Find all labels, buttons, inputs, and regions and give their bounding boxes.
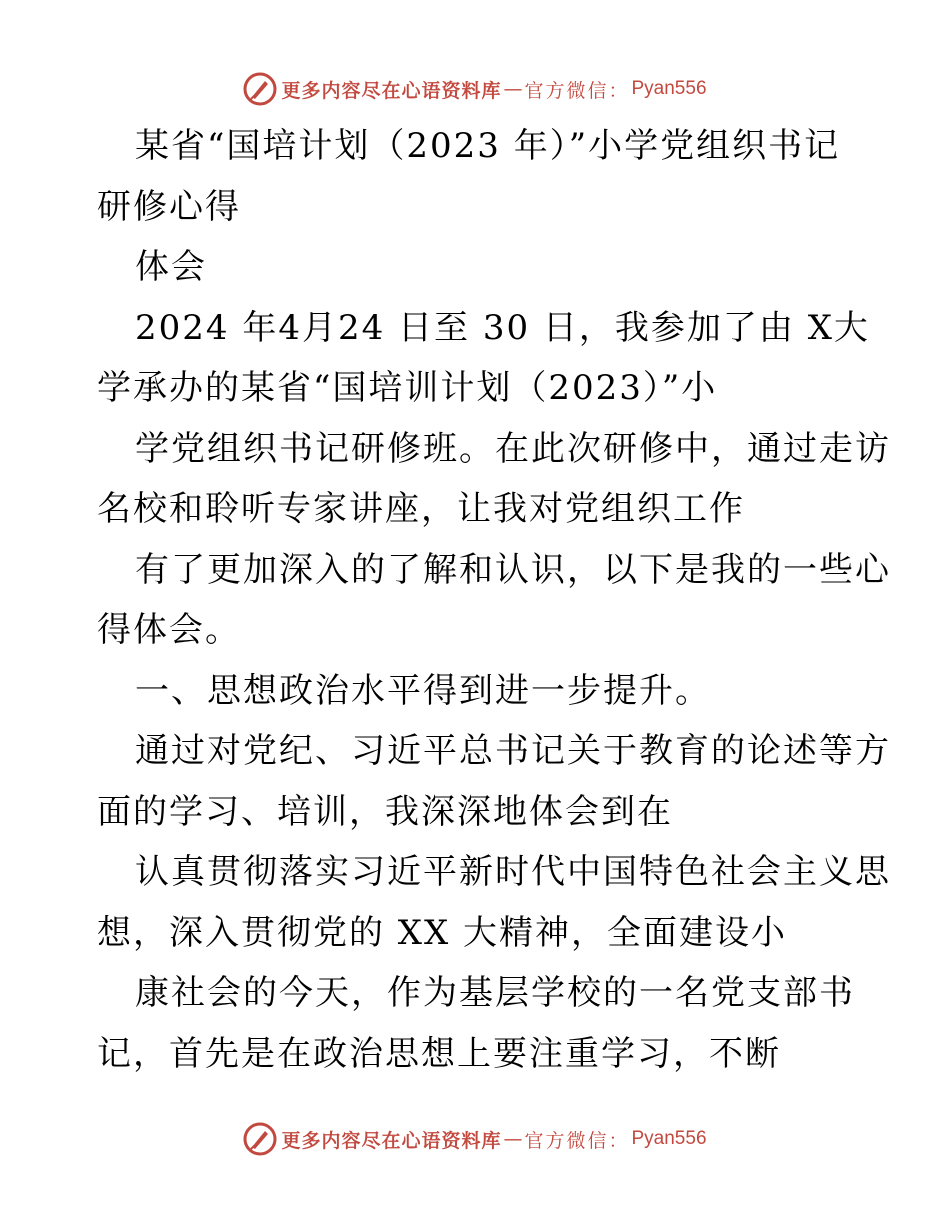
paragraph-line: 学承办的某省“国培训计划（2023）”小: [97, 368, 718, 408]
banner-site-text: 更多内容尽在心语资料库: [281, 1129, 502, 1152]
paragraph-line: 记，首先是在政治思想上要注重学习，不断: [97, 1033, 781, 1074]
title-line-3: 体会: [135, 247, 207, 287]
section-heading: 一、思想政治水平得到进一步提升。: [135, 670, 711, 711]
paragraph-line: 名校和聆听专家讲座，让我对党组织工作: [97, 489, 745, 529]
red-quill-logo-icon: [243, 1122, 277, 1156]
paragraph-line: 学党组织书记研修班。在此次研修中，通过走访: [135, 428, 891, 469]
red-quill-logo-icon: [243, 72, 277, 106]
title-line-1: 某省“国培计划（2023 年）”小学党组织书记: [135, 126, 841, 166]
paragraph-line: 得体会。: [97, 610, 241, 650]
document-body: [97, 116, 891, 1084]
paragraph-line: 有了更加深入的了解和认识，以下是我的一些心: [135, 549, 891, 590]
paragraph-line: 认真贯彻落实习近平新时代中国特色社会主义思: [135, 852, 891, 892]
banner-separator: —: [503, 78, 523, 100]
banner-label: 官方微信：: [524, 79, 630, 102]
banner-wechat-id: Pyan556: [631, 78, 707, 99]
paragraph-line: 想，深入贯彻党的 XX 大精神，全面建设小: [97, 912, 788, 953]
banner-separator: —: [503, 1128, 523, 1150]
footer-banner: [0, 1121, 950, 1157]
title-line-2: 研修心得: [97, 186, 241, 227]
paragraph-line: 通过对党纪、习近平总书记关于教育的论述等方: [135, 731, 891, 771]
paragraph-line: 康社会的今天，作为基层学校的一名党支部书: [135, 973, 855, 1013]
header-banner: [0, 71, 950, 107]
banner-site-text: 更多内容尽在心语资料库: [281, 79, 502, 102]
paragraph-line: 面的学习、培训，我深深地体会到在: [97, 791, 673, 832]
paragraph-line: 2024 年4月24 日至 30 日，我参加了由 X大: [135, 307, 870, 348]
banner-wechat-id: Pyan556: [631, 1128, 707, 1149]
banner-label: 官方微信：: [524, 1129, 630, 1152]
